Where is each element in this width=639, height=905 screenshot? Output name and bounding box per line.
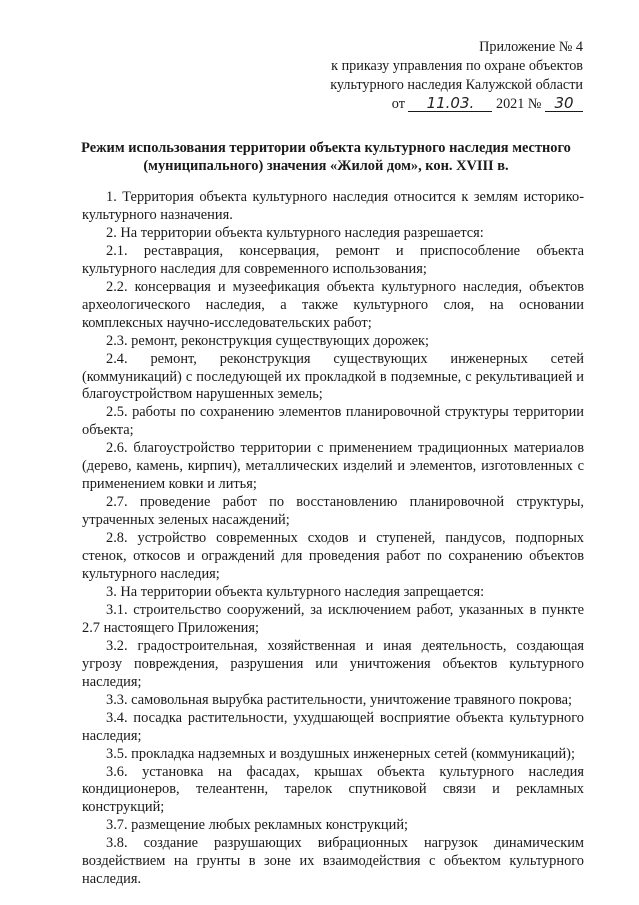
- paragraph: 2.6. благоустройство территории с применением традиционных материалов (дерево, камень, кирпич), металлических изделий и элементов, изготовленных с применением ковки и литья;: [82, 440, 584, 493]
- paragraph: 3.5. прокладка надземных и воздушных инженерных сетей (коммуникаций);: [106, 745, 575, 762]
- paragraph: 3.3. самовольная вырубка растительности, уничтожение травяного покрова;: [106, 691, 573, 708]
- appendix-order-reference: к приказу управления по охране объектов: [331, 58, 583, 74]
- appendix-authority: культурного наследия Калужской области: [330, 77, 583, 93]
- paragraph: 2.2. консервация и музеефикация объекта культурного наследия, объектов археологического наследия, а также культурного слоя, на основании комплексных научно-исследовательских работ;: [82, 278, 584, 331]
- paragraph: 3.8. создание разрушающих вибрационных нагрузок динамическим воздействием на грунты в зоне их взаимодействия с объектом культурного наследия.: [82, 835, 584, 888]
- document-title: [76, 139, 576, 175]
- paragraph: 2.1. реставрация, консервация, ремонт и приспособление объекта культурного наследия для современного использования;: [82, 242, 584, 277]
- paragraph: 3.1. строительство сооружений, за исключением работ, указанных в пункте 2.7 настоящего Приложения;: [82, 601, 584, 636]
- paragraph: 3.4. посадка растительности, ухудшающей восприятие объекта культурного наследия;: [82, 709, 584, 744]
- year-text: 2021 №: [495, 96, 542, 112]
- title-line-2: (муниципального) значения «Жилой дом», кон. XVIII в.: [143, 158, 509, 174]
- paragraph: 3.2. градостроительная, хозяйственная и иная деятельность, создающая угрозу повреждения, разрушения или уничтожения объектов культурного наследия;: [82, 637, 584, 690]
- handwritten-date: 11.03.: [408, 95, 492, 112]
- appendix-number: Приложение № 4: [479, 39, 583, 55]
- paragraph: 2. На территории объекта культурного наследия разрешается:: [106, 224, 484, 241]
- appendix-date-line: [330, 95, 583, 114]
- title-line-1: Режим использования территории объекта культурного наследия местного: [81, 140, 571, 156]
- paragraph: 3.7. размещение любых рекламных конструкций;: [106, 817, 409, 834]
- paragraph: 3. На территории объекта культурного наследия запрещается:: [106, 583, 485, 600]
- paragraph: 2.4. ремонт, реконструкция существующих инженерных сетей (коммуникаций) с последующей их прокладкой в подземные, с рекультивацией и благоустройством нарушенных земель;: [82, 350, 584, 403]
- document-body: [82, 189, 584, 889]
- paragraph: 2.5. работы по сохранению элементов планировочной структуры территории объекта;: [82, 404, 584, 439]
- paragraph: 2.8. устройство современных сходов и ступеней, пандусов, подпорных стенок, откосов и ограждений для проведения работ по сохранению объектов культурного наследия;: [82, 530, 584, 583]
- paragraph: 2.3. ремонт, реконструкция существующих дорожек;: [106, 332, 429, 349]
- paragraph: 2.7. проведение работ по восстановлению планировочной структуры, утраченных зеленых насаждений;: [82, 494, 584, 529]
- handwritten-order-number: 30: [545, 95, 583, 112]
- date-prefix: от: [391, 96, 405, 112]
- paragraph: 3.6. установка на фасадах, крышах объекта культурного наследия кондиционеров, телеантенн, тарелок спутниковой связи и рекламных конструкций;: [82, 763, 584, 816]
- appendix-header: [330, 38, 583, 114]
- paragraph: 1. Территория объекта культурного наследия относится к землям историко-культурного назначения.: [82, 189, 584, 223]
